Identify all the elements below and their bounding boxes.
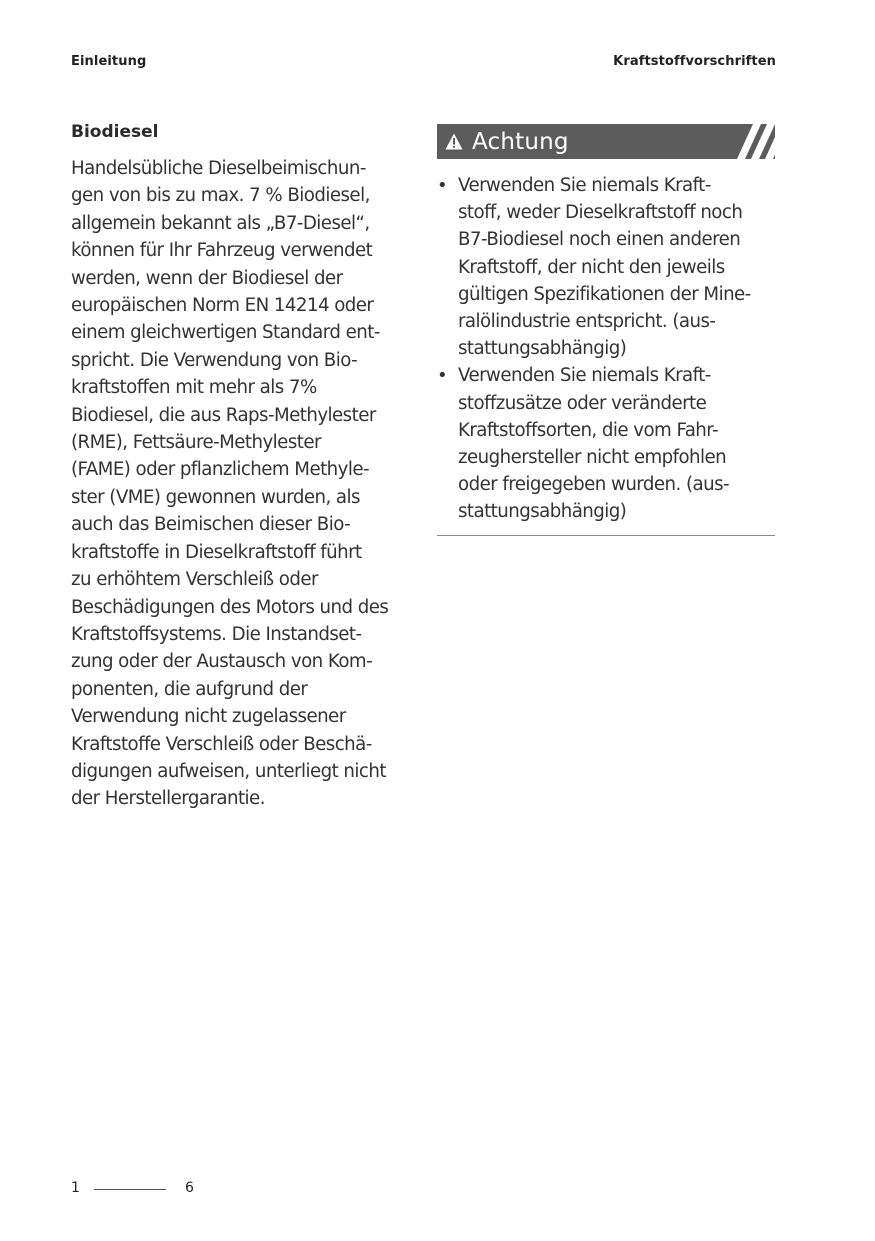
body-line: zu erhöhtem Verschleiß oder: [71, 569, 318, 591]
warning-bottom-rule: [437, 535, 775, 536]
body-line: können für Ihr Fahrzeug verwendet: [71, 240, 373, 262]
warning-header-bar: [437, 124, 775, 159]
body-line: ponenten, die aufgrund der: [71, 678, 308, 700]
body-line: werden, wenn der Biodiesel der: [71, 267, 343, 289]
bullet-marker: •: [437, 175, 448, 196]
body-line: spricht. Die Verwendung von Bio-: [71, 349, 358, 371]
warning-line: oder freigegeben wurden. (aus-: [458, 474, 730, 496]
body-line: ster (VME) gewonnen wurden, als: [71, 486, 360, 508]
warning-line: ralölindustrie entspricht. (aus-: [458, 311, 716, 333]
section-title: Biodiesel: [71, 122, 159, 142]
footer-divider: [94, 1189, 166, 1190]
body-line: kraftstoffe in Dieselkraftstoff führt: [71, 541, 362, 563]
warning-title: Achtung: [472, 129, 569, 155]
warning-line: stoffzusätze oder veränderte: [458, 392, 707, 414]
warning-line: gültigen Spezifikationen der Mine-: [458, 283, 751, 305]
warning-list-item: [437, 362, 775, 525]
warning-triangle-icon: [445, 133, 463, 150]
body-line: einem gleichwertigen Standard ent-: [71, 322, 380, 344]
warning-line: Kraftstoffsorten, die vom Fahr-: [458, 419, 719, 441]
warning-box: [437, 124, 775, 536]
warning-line: Verwenden Sie niemals Kraft-: [458, 175, 711, 196]
warning-line: B7-Biodiesel noch einen anderen: [458, 229, 741, 251]
running-header-section: Einleitung: [71, 54, 147, 69]
body-line: europäischen Norm EN 14214 oder: [71, 295, 374, 317]
hazard-stripes: [715, 124, 775, 159]
body-line: der Herstellergarantie.: [71, 788, 265, 810]
body-line: (FAME) oder pflanzlichem Methyle-: [71, 459, 370, 481]
body-line: allgemein bekannt als „B7-Diesel“,: [71, 212, 370, 234]
body-line: digungen aufweisen, unterliegt nicht: [71, 760, 386, 782]
body-line: gen von bis zu max. 7 % Biodiesel,: [71, 185, 370, 207]
body-line: zung oder der Austausch von Kom-: [71, 651, 373, 673]
body-line: (RME), Fettsäure-Methylester: [71, 432, 321, 454]
warning-line: Verwenden Sie niemals Kraft-: [458, 365, 711, 387]
running-header-chapter: Kraftstoffvorschriften: [613, 54, 776, 69]
warning-line: stattungsabhängig): [458, 501, 627, 523]
main-text-column: [71, 120, 407, 813]
warning-list-item: [437, 172, 775, 362]
body-line: Verwendung nicht zugelassener: [71, 706, 346, 728]
warning-line: zeughersteller nicht empfohlen: [458, 447, 727, 469]
body-paragraph: [71, 155, 407, 813]
body-line: kraftstoffen mit mehr als 7%: [71, 377, 317, 399]
body-line: Kraftstoffe Verschleiß oder Beschä-: [71, 733, 372, 755]
body-line: Kraftstoffsystems. Die Instandset-: [71, 623, 362, 645]
bullet-marker: •: [437, 365, 448, 387]
page-number: 6: [185, 1180, 194, 1196]
body-line: Handelsübliche Dieselbeimischun-: [71, 158, 366, 179]
warning-list: [437, 172, 775, 526]
warning-line: stoff, weder Dieselkraftstoff noch: [458, 202, 743, 224]
body-line: Beschädigungen des Motors und des: [71, 596, 389, 618]
warning-line: Kraftstoff, der nicht den jeweils: [458, 256, 725, 278]
body-line: auch das Beimischen dieser Bio-: [71, 514, 351, 536]
body-line: Biodiesel, die aus Raps-Methylester: [71, 404, 376, 426]
warning-line: stattungsabhängig): [458, 338, 627, 360]
chapter-number: 1: [71, 1180, 80, 1196]
